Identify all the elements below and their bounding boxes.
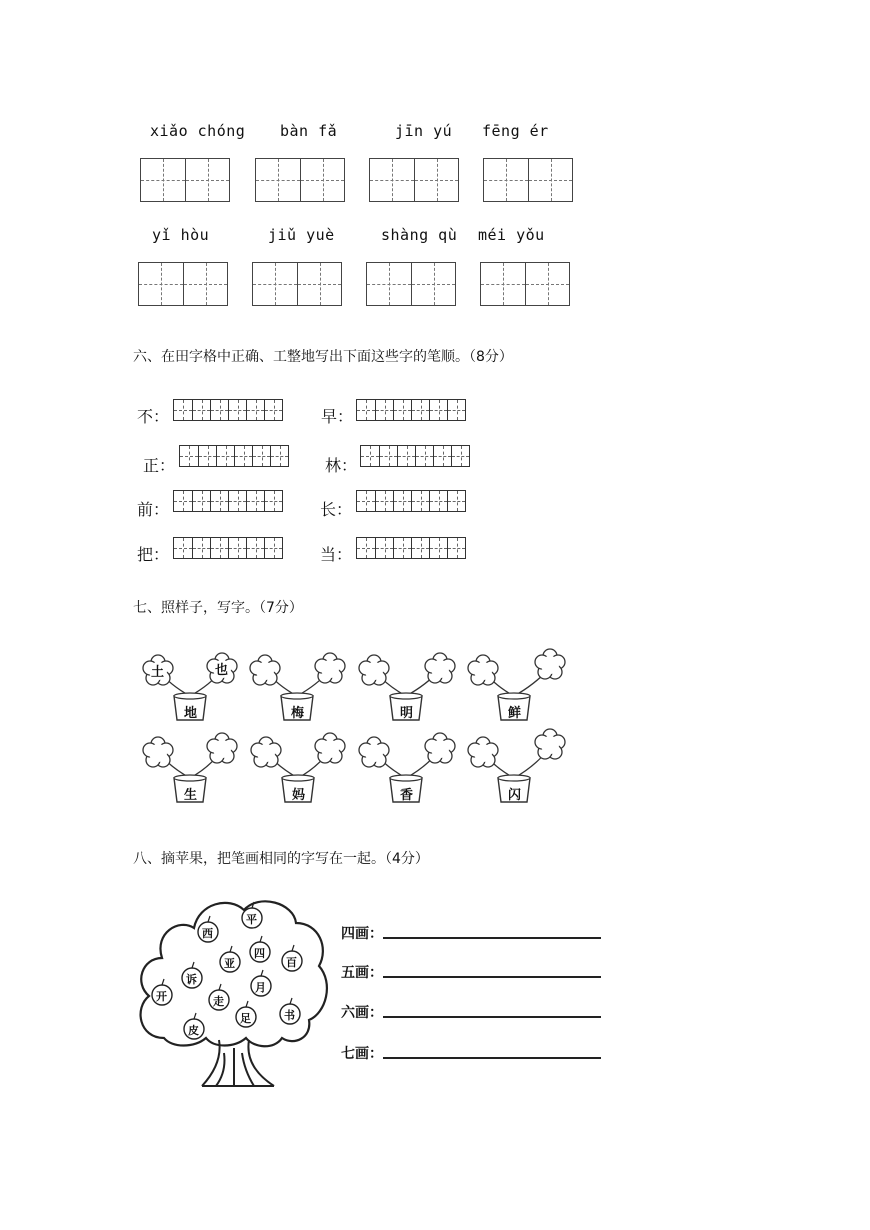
flower-shape [143,737,173,767]
flower-shape [207,733,237,763]
stroke-grid[interactable] [356,490,466,512]
apple-char: 平 [246,913,257,926]
pinyin-label: jiǔ yuè [268,226,335,244]
stroke-char-label: 早： [321,407,354,426]
pot-char: 闪 [508,788,522,803]
tianzige-box[interactable] [252,262,342,306]
tianzige-box[interactable] [480,262,570,306]
apple-char: 月 [255,981,266,994]
stroke-char-label: 长： [320,500,353,519]
answer-line[interactable] [383,1016,601,1018]
stroke-char-label: 把： [137,545,170,564]
apple-char: 走 [213,995,224,1008]
apple-char: 开 [156,990,167,1003]
stroke-count-label: 四画： [341,926,383,942]
stroke-grid[interactable] [356,399,466,421]
tianzige-box[interactable] [140,158,230,202]
pinyin-label: shàng qù [381,226,458,244]
tianzige-box[interactable] [366,262,456,306]
flower-shape [315,733,345,763]
pot-char: 鲜 [508,706,522,721]
stroke-count-label: 七画： [341,1046,383,1062]
pinyin-label: jīn yú [395,122,453,140]
answer-line[interactable] [383,937,601,939]
apple-char: 百 [286,956,297,969]
flower-shape [535,729,565,759]
apple-char: 诉 [186,973,197,986]
apple-char: 西 [202,927,213,940]
stroke-grid[interactable] [173,490,283,512]
tianzige-box[interactable] [369,158,459,202]
stroke-char-label: 正： [143,456,176,475]
pinyin-label: méi yǒu [478,226,545,244]
stroke-char-label: 不： [137,407,170,426]
apple-char: 足 [240,1012,251,1025]
flower-char: 也 [215,663,229,678]
stroke-grid[interactable] [356,537,466,559]
pinyin-label: xiǎo chóng [150,122,246,140]
pot-char: 地 [184,706,198,721]
tianzige-box[interactable] [138,262,228,306]
pinyin-label: yǐ hòu [152,226,210,244]
pot-char: 明 [400,706,414,721]
pot-char: 妈 [292,788,306,803]
flower-shape [425,653,455,683]
stroke-char-label: 林： [325,456,358,475]
stroke-count-label: 六画： [341,1005,383,1021]
answer-line[interactable] [383,976,601,978]
apple-char: 四 [254,947,265,960]
stroke-count-label: 五画： [341,965,383,981]
stroke-grid[interactable] [173,537,283,559]
flower-shape [251,737,281,767]
flower-shape [250,655,280,685]
tree-canopy [141,901,327,1046]
pot-char: 生 [184,788,198,803]
apple-char: 书 [284,1009,295,1022]
flower-shape [535,649,565,679]
section-title: 七、照样子，写字。（7分） [133,600,303,616]
stroke-grid[interactable] [179,445,289,467]
section-title: 六、在田字格中正确、工整地写出下面这些字的笔顺。（8分） [133,349,513,365]
pot-char: 香 [400,788,414,803]
pinyin-label: fēng ér [482,122,549,140]
flower-shape [468,655,498,685]
tianzige-box[interactable] [483,158,573,202]
flower-shape [359,655,389,685]
flower-shape [468,737,498,767]
flower-char: 土 [151,665,165,680]
stroke-grid[interactable] [360,445,470,467]
stroke-char-label: 前： [137,500,170,519]
apple-char: 亚 [224,957,235,970]
pot-char: 梅 [291,706,305,721]
pinyin-label: bàn fǎ [280,122,338,140]
section-title: 八、摘苹果，把笔画相同的字写在一起。（4分） [133,851,429,867]
flower-shape [359,737,389,767]
apple-char: 皮 [188,1024,199,1037]
flower-shape [425,733,455,763]
answer-line[interactable] [383,1057,601,1059]
stroke-char-label: 当： [320,545,353,564]
tianzige-box[interactable] [255,158,345,202]
flower-shape [315,653,345,683]
stroke-grid[interactable] [173,399,283,421]
